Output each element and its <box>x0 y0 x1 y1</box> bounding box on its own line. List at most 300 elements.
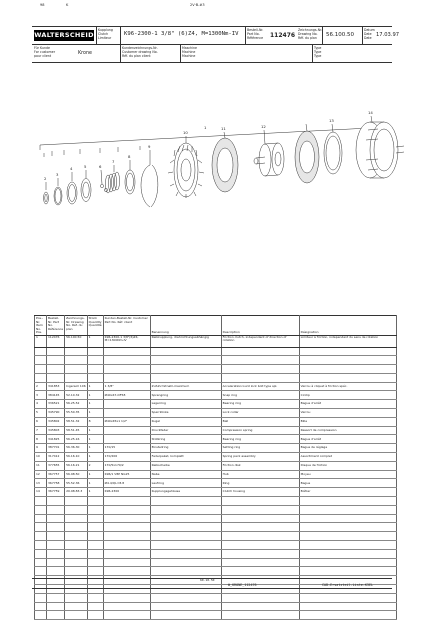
table-cell-empty <box>103 505 150 514</box>
table-cell-cust: Ø40x45x1 1/2" <box>103 417 150 426</box>
table-cell-en: Ring <box>221 479 299 488</box>
table-cell-empty <box>221 532 299 541</box>
table-cell-part: 367757 <box>47 470 65 479</box>
drawing-label-fr: Réf. du plan <box>298 36 317 40</box>
table-cell-empty <box>221 611 299 620</box>
callout-11: 11 <box>221 126 226 131</box>
table-cell-cust <box>103 409 150 418</box>
table-cell-de: Zufuhrmitnahl-maximum <box>150 382 221 391</box>
table-cell-en: Bearing ring <box>221 435 299 444</box>
row-1-fr: Limiteur à friction, indépendant du sens de rotation <box>299 335 396 347</box>
table-cell-qty: 1 <box>87 391 103 400</box>
top-mark-left: 98 <box>40 3 45 7</box>
table-cell-empty <box>87 611 103 620</box>
table-cell-drawing: 55.52.36 <box>65 479 88 488</box>
table-cell-empty <box>299 497 396 506</box>
customer-value: Krone <box>78 51 92 56</box>
table-row <box>35 435 397 444</box>
table-cell-empty <box>65 549 88 558</box>
table-cell-drawing: 55.50.35 <box>65 409 88 418</box>
table-cell-de: Kupplungsgehäuse <box>150 488 221 497</box>
table-cell-fr: Ressort de compression <box>299 426 396 435</box>
table-cell-empty <box>35 567 47 576</box>
table-cell-empty <box>87 523 103 532</box>
table-cell-qty: 1 <box>87 444 103 453</box>
type-label-fr: Type <box>314 54 322 58</box>
date-label-fr: Date <box>364 36 372 40</box>
table-cell-fr: Verrou <box>299 409 396 418</box>
table-row <box>35 335 397 347</box>
table-cell-empty <box>47 514 65 523</box>
table-cell-pos: 10 <box>35 453 47 462</box>
table-row-empty <box>35 365 397 374</box>
table-row-empty <box>35 505 397 514</box>
table-cell-de: Laufring <box>150 479 221 488</box>
table-cell-de: Lagerring <box>150 400 221 409</box>
table-cell-empty <box>221 541 299 550</box>
table-cell-empty <box>65 356 88 365</box>
table-cell-empty <box>87 558 103 567</box>
table-cell-empty <box>65 541 88 550</box>
table-cell-empty <box>65 567 88 576</box>
table-row <box>35 391 397 400</box>
table-cell-part: 387701 <box>47 444 65 453</box>
table-row <box>35 426 397 435</box>
table-cell-part: 341853 <box>47 382 65 391</box>
table-cell-pos: 6 <box>35 417 47 426</box>
table-cell-fr: Assortiment complet <box>299 453 396 462</box>
table-cell-empty <box>103 549 150 558</box>
part-2-ring <box>44 192 49 204</box>
table-row <box>35 444 397 453</box>
table-cell-qty: 1 <box>87 470 103 479</box>
table-cell-en: Hub <box>221 470 299 479</box>
table-cell-empty <box>299 532 396 541</box>
drawing-number: 56.100.50 <box>326 32 354 38</box>
table-cell-drawing: 20.98.83.3 <box>65 488 88 497</box>
order-label-de: Bestell-Nr. <box>247 28 264 32</box>
callout-7: 7 <box>112 159 115 164</box>
row-1-cust: K96-2300-1 3/8"(6)Z4, M=1300Nm-IV <box>103 335 150 347</box>
table-cell-empty <box>299 602 396 611</box>
table-cell-cust: 170/206 <box>103 453 150 462</box>
table-cell-empty <box>150 541 221 550</box>
table-cell-empty <box>65 497 88 506</box>
table-cell-empty <box>47 611 65 620</box>
table-cell-empty <box>150 347 221 356</box>
table-cell-cust: 170/15 <box>103 444 150 453</box>
cust-drawing-label-en: Customer drawing No. <box>122 50 158 54</box>
header-qty: Stück Quantity Quantité <box>87 316 103 336</box>
table-cell-empty <box>103 356 150 365</box>
table-row <box>35 382 397 391</box>
table-cell-drawing: 52.10.32 <box>65 391 88 400</box>
table-cell-empty <box>35 523 47 532</box>
table-cell-pos: 14 <box>35 488 47 497</box>
footer-file: W_KRONE_112476 <box>228 583 257 587</box>
table-cell-de: Kugel <box>150 417 221 426</box>
table-cell-empty <box>299 373 396 382</box>
table-cell-drawing: 56.25.52 <box>65 400 88 409</box>
table-cell-cust <box>103 435 150 444</box>
table-cell-empty <box>299 558 396 567</box>
cust-drawing-label-de: Kundenzeichnungs-Nr. <box>122 46 158 50</box>
table-cell-empty <box>299 347 396 356</box>
header-part: Bestell-Nr. Part No. Référence <box>47 316 65 336</box>
table-cell-cust: Ø4.4/QL=8.8 <box>103 479 150 488</box>
table-cell-de: Sprengring <box>150 391 221 400</box>
table-cell-empty <box>103 611 150 620</box>
table-cell-qty: 2 <box>87 461 103 470</box>
order-label-en: Part No. <box>247 32 260 36</box>
table-cell-empty <box>47 549 65 558</box>
table-cell-empty <box>35 373 47 382</box>
part-9-setting-ring <box>141 165 158 207</box>
table-cell-empty <box>103 497 150 506</box>
table-cell-fr: Boîtier <box>299 488 396 497</box>
table-cell-de: Stützring <box>150 435 221 444</box>
table-cell-cust <box>103 426 150 435</box>
table-cell-empty <box>35 549 47 558</box>
table-cell-empty <box>47 523 65 532</box>
table-cell-empty <box>103 602 150 611</box>
table-cell-empty <box>221 602 299 611</box>
table-cell-empty <box>47 602 65 611</box>
row-1-en: Friction clutch, independent of direction of rotation <box>221 335 299 347</box>
row-1-de: Reibkupplung, drehrichtungsabhängig <box>150 335 221 347</box>
doc-type-fr: Limiteur <box>98 36 112 40</box>
table-row-empty <box>35 549 397 558</box>
table-cell-en: Friction disk <box>221 461 299 470</box>
date-label-de: Datum <box>364 28 375 32</box>
table-cell-empty <box>65 505 88 514</box>
table-cell-qty: 1 <box>87 435 103 444</box>
table-cell-empty <box>103 532 150 541</box>
table-row-empty <box>35 514 397 523</box>
callout-4: 4 <box>70 166 73 171</box>
table-cell-empty <box>35 541 47 550</box>
table-cell-empty <box>47 558 65 567</box>
table-cell-empty <box>299 505 396 514</box>
table-cell-empty <box>299 549 396 558</box>
table-cell-empty <box>103 514 150 523</box>
doc-type-de: Kupplung <box>98 28 113 32</box>
header-name-fr: Désignation <box>299 316 396 336</box>
table-cell-empty <box>150 611 221 620</box>
part-13-ring <box>324 132 342 174</box>
table-cell-empty <box>35 611 47 620</box>
table-cell-empty <box>35 602 47 611</box>
cust-drawing-label-fr: Réf. du plan client <box>122 54 151 58</box>
table-cell-pos: 3 <box>35 391 47 400</box>
table-cell-fr: Circlip <box>299 391 396 400</box>
table-cell-empty <box>150 497 221 506</box>
footer-list-name: CAD-Ersatzteil-Liste-K3EL <box>322 583 374 587</box>
table-row-empty <box>35 611 397 620</box>
table-row <box>35 409 397 418</box>
table-cell-de: Sperrklinke <box>150 409 221 418</box>
top-mark-center: 2V·B-#3 <box>190 3 205 7</box>
part-11-friction-disk-2 <box>295 131 319 183</box>
table-cell-drawing: 56.16.10 <box>65 453 88 462</box>
table-cell-pos: 2 <box>35 382 47 391</box>
header-name-en: Description <box>221 316 299 336</box>
table-cell-cust: 1 3/8" <box>103 382 150 391</box>
table-cell-empty <box>150 532 221 541</box>
assembly-bracket <box>40 125 370 150</box>
table-cell-empty <box>221 497 299 506</box>
part-10-spring-pack <box>168 143 204 198</box>
table-cell-qty: 8 <box>87 417 103 426</box>
table-cell-empty <box>87 373 103 382</box>
callout-12: 12 <box>261 124 266 129</box>
part-11-friction-disk <box>212 138 238 192</box>
table-cell-empty <box>87 356 103 365</box>
table-cell-en: Ball <box>221 417 299 426</box>
table-row <box>35 479 397 488</box>
row-1-drawing: 56.100.50 <box>65 335 88 347</box>
table-cell-empty <box>65 365 88 374</box>
table-cell-empty <box>299 567 396 576</box>
table-cell-pos: 13 <box>35 479 47 488</box>
table-cell-part: 336521 <box>47 400 65 409</box>
table-cell-en: Accelerationcount lock bolt type spl. <box>221 382 299 391</box>
table-cell-empty <box>221 356 299 365</box>
table-cell-pos: 4 <box>35 400 47 409</box>
table-cell-empty <box>103 558 150 567</box>
table-cell-empty <box>65 602 88 611</box>
table-cell-empty <box>150 558 221 567</box>
table-cell-cust: 170/5x170/2 <box>103 461 150 470</box>
table-cell-empty <box>150 373 221 382</box>
table-cell-en: Compression spring <box>221 426 299 435</box>
table-cell-part: 345803 <box>47 426 65 435</box>
date-label-en: Date <box>364 32 372 36</box>
table-cell-pos: 12 <box>35 470 47 479</box>
table-cell-empty <box>221 514 299 523</box>
header-drawing: Zeichnungs-Nr. Drawing No. Réf. du plan <box>65 316 88 336</box>
table-cell-en: Snap ring <box>221 391 299 400</box>
table-row <box>35 461 397 470</box>
header-name-de: Benennung <box>150 316 221 336</box>
table-cell-empty <box>47 532 65 541</box>
callout-9: 9 <box>148 144 151 149</box>
table-cell-empty <box>103 567 150 576</box>
table-cell-de: Druckfeder <box>150 426 221 435</box>
header-pos: Pos.-Nr. Item No. Pos. <box>35 316 47 336</box>
table-cell-qty: 1 <box>87 488 103 497</box>
table-cell-empty <box>299 611 396 620</box>
table-cell-empty <box>35 347 47 356</box>
table-cell-empty <box>103 523 150 532</box>
table-row <box>35 470 397 479</box>
table-cell-en: Bearing ring <box>221 400 299 409</box>
table-cell-empty <box>47 356 65 365</box>
table-row-empty <box>35 373 397 382</box>
drawing-label-de: Zeichnungs-Nr. <box>298 28 323 32</box>
table-cell-empty <box>221 549 299 558</box>
table-cell-qty: 1 <box>87 409 103 418</box>
order-label-fr: Référence <box>247 36 264 40</box>
footer-small: 60.10.50 <box>200 578 215 582</box>
customer-label-de: Für Kunde <box>34 46 50 50</box>
walterscheid-logo: WALTERSCHEID <box>34 31 94 39</box>
top-mark-k: K <box>66 3 69 7</box>
table-row-empty <box>35 523 397 532</box>
customer-label-en: For customer <box>34 50 56 54</box>
table-row-empty <box>35 497 397 506</box>
table-cell-en: Setting ring <box>221 444 299 453</box>
table-cell-pos: 9 <box>35 444 47 453</box>
table-cell-empty <box>221 558 299 567</box>
type-label-de: Type <box>314 46 322 50</box>
table-cell-de: Einstellring <box>150 444 221 453</box>
table-cell-empty <box>103 365 150 374</box>
table-cell-cust <box>103 400 150 409</box>
table-row-empty <box>35 567 397 576</box>
table-cell-empty <box>65 514 88 523</box>
table-cell-drawing: 58.51.32 <box>65 417 88 426</box>
table-cell-empty <box>87 347 103 356</box>
table-cell-empty <box>87 514 103 523</box>
part-12-hub <box>254 143 284 176</box>
table-cell-empty <box>299 523 396 532</box>
table-cell-fr: Moyeu <box>299 470 396 479</box>
table-cell-empty <box>87 549 103 558</box>
table-cell-empty <box>87 541 103 550</box>
table-cell-empty <box>299 365 396 374</box>
machine-label-fr: Machine <box>182 54 196 58</box>
table-cell-fr: Bague d'arrêt <box>299 400 396 409</box>
table-cell-part: 367759 <box>47 488 65 497</box>
type-label-en: Type <box>314 50 322 54</box>
table-cell-de: Federpaket, komplett <box>150 453 221 462</box>
table-cell-pos: 11 <box>35 461 47 470</box>
table-cell-empty <box>35 514 47 523</box>
table-cell-empty <box>150 602 221 611</box>
table-cell-pos: 7 <box>35 426 47 435</box>
table-cell-pos: 8 <box>35 435 47 444</box>
table-cell-empty <box>65 558 88 567</box>
table-cell-empty <box>221 567 299 576</box>
table-cell-empty <box>47 541 65 550</box>
table-cell-empty <box>35 497 47 506</box>
callout-14: 14 <box>368 110 373 115</box>
table-row <box>35 453 397 462</box>
table-cell-en: Spring pack assembly <box>221 453 299 462</box>
table-cell-empty <box>221 523 299 532</box>
table-row-empty <box>35 347 397 356</box>
table-cell-empty <box>35 532 47 541</box>
table-cell-cust: K96-2300 <box>103 488 150 497</box>
table-row-empty <box>35 602 397 611</box>
table-cell-empty <box>47 373 65 382</box>
row-1-pos: 1 <box>35 335 47 347</box>
callout-8: 8 <box>128 154 131 159</box>
date-value: 17.03.97 <box>376 32 400 38</box>
table-cell-fr: Bague d'arrêt <box>299 435 396 444</box>
doc-type-en: Clutch <box>98 32 109 36</box>
table-cell-empty <box>35 505 47 514</box>
machine-label-de: Maschine <box>182 46 198 50</box>
table-cell-empty <box>87 602 103 611</box>
table-cell-en: Clutch housing <box>221 488 299 497</box>
table-row <box>35 488 397 497</box>
table-row-empty <box>35 541 397 550</box>
table-cell-empty <box>87 497 103 506</box>
table-cell-drawing: 56.16.21 <box>65 461 88 470</box>
table-cell-empty <box>87 567 103 576</box>
table-cell-part: 384145 <box>47 391 65 400</box>
table-cell-empty <box>87 532 103 541</box>
callout-13: 13 <box>329 118 334 123</box>
table-cell-empty <box>65 532 88 541</box>
part-6-ball <box>100 184 103 187</box>
table-cell-empty <box>103 347 150 356</box>
table-cell-empty <box>35 365 47 374</box>
table-cell-empty <box>65 523 88 532</box>
table-cell-empty <box>103 541 150 550</box>
table-cell-empty <box>65 611 88 620</box>
table-row-empty <box>35 558 397 567</box>
table-cell-empty <box>150 567 221 576</box>
table-cell-empty <box>65 347 88 356</box>
table-cell-empty <box>150 514 221 523</box>
table-cell-cust: K96/1 V8P NG25 <box>103 470 150 479</box>
table-cell-empty <box>47 505 65 514</box>
table-row-empty <box>35 532 397 541</box>
table-cell-empty <box>103 373 150 382</box>
table-cell-part: 317412 <box>47 453 65 462</box>
table-cell-drawing: 58.51.45 <box>65 426 88 435</box>
table-cell-drawing: 56.36.30 <box>65 444 88 453</box>
table-cell-empty <box>87 505 103 514</box>
table-cell-en: Lock collar <box>221 409 299 418</box>
table-cell-pos: 5 <box>35 409 47 418</box>
table-cell-empty <box>299 356 396 365</box>
table-row <box>35 417 397 426</box>
callout-1: 1 <box>204 125 207 130</box>
table-cell-empty <box>150 356 221 365</box>
table-cell-part: 377655 <box>47 461 65 470</box>
table-cell-empty <box>221 373 299 382</box>
table-cell-de: Reibscheibe <box>150 461 221 470</box>
table-cell-qty: 1 <box>87 426 103 435</box>
customer-label-fr: pour client <box>34 54 52 58</box>
table-cell-drawing: 56.98.50 <box>65 470 88 479</box>
machine-label-en: Machine <box>182 50 196 54</box>
table-cell-part: 367758 <box>47 479 65 488</box>
table-cell-qty: 1 <box>87 382 103 391</box>
table-cell-qty: 1 <box>87 453 103 462</box>
header-customer-part: Kunden-Bestell-Nr. Customer Part No. Réf. client <box>103 316 150 336</box>
parts-list-table <box>34 315 397 620</box>
callout-2: 2 <box>44 176 47 181</box>
table-cell-fr: Verrou à cliquet à friction spéc. <box>299 382 396 391</box>
row-1-qty: 1 <box>87 335 103 347</box>
table-cell-empty <box>150 365 221 374</box>
part-14-clutch-housing <box>356 122 404 178</box>
table-cell-empty <box>299 541 396 550</box>
document-title: K96-2300-1 3/8" (6)Z4, M=1300Nm-IV <box>124 31 239 37</box>
table-row <box>35 400 397 409</box>
table-cell-fr: Bague de réglage <box>299 444 396 453</box>
drawing-label-en: Drawing No. <box>298 32 318 36</box>
table-cell-empty <box>150 549 221 558</box>
table-cell-fr: Disque de friction <box>299 461 396 470</box>
order-number: 112476 <box>270 32 296 39</box>
callout-3: 3 <box>56 172 59 177</box>
